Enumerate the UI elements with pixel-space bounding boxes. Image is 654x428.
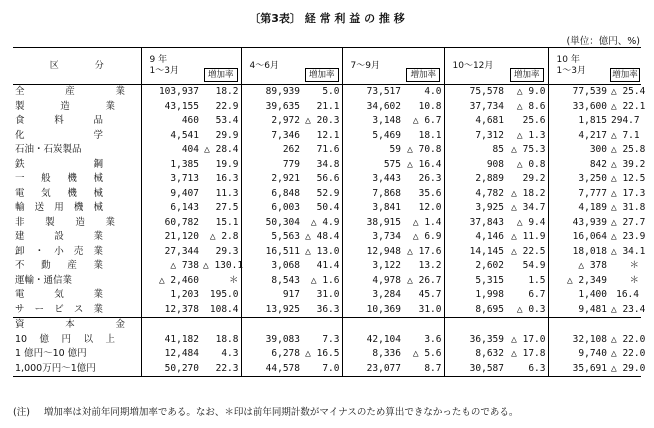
- row-label-text: 化 学: [15, 129, 103, 141]
- row-label-text: 食 料 品: [15, 115, 103, 127]
- value-cell: 1,998: [444, 288, 506, 303]
- value-cell: 7,777: [548, 187, 609, 202]
- rate-cell: △ 31.8: [611, 202, 646, 214]
- rate-cell: [609, 318, 641, 333]
- value-cell: 8,543: [241, 274, 302, 289]
- value-cell: 2,889: [444, 172, 506, 187]
- value-cell: 300: [548, 143, 609, 158]
- rate-cell: 195.0: [209, 289, 239, 301]
- rate-cell: 18.1: [418, 129, 442, 141]
- row-label-text: 鉄 鋼: [15, 158, 103, 170]
- table-row: [13, 216, 641, 231]
- value-cell: 12,378: [141, 303, 201, 318]
- value-cell: 37,734: [444, 100, 506, 115]
- value-cell: 42,104: [342, 333, 403, 348]
- value-cell: 2,972: [241, 114, 302, 129]
- rate-cell: 41.4: [316, 260, 340, 272]
- value-cell: 12,948: [342, 245, 403, 260]
- value-cell: 59: [342, 143, 403, 158]
- value-cell: 38,915: [342, 216, 403, 231]
- rate-cell: 3.6: [424, 333, 442, 345]
- value-cell: 16,511: [241, 245, 302, 260]
- value-cell: 6,143: [141, 201, 201, 216]
- table-row: [13, 347, 641, 362]
- row-label-text: サ ー ビ ス 業: [15, 303, 103, 315]
- rate-cell: [302, 318, 342, 333]
- rate-cell: 29.2: [522, 173, 546, 185]
- value-cell: 85: [444, 143, 506, 158]
- row-label: [13, 129, 141, 144]
- rate-cell: 29.9: [215, 129, 239, 141]
- value-cell: 3,068: [241, 259, 302, 274]
- value-cell: 43,939: [548, 216, 609, 231]
- row-label-text: 不 動 産 業: [15, 260, 103, 272]
- rate-cell: 50.4: [316, 202, 340, 214]
- row-label-text: 電 気 業: [15, 289, 103, 301]
- rate-cell: 16.3: [215, 173, 239, 185]
- rate-cell: ＊: [629, 274, 639, 286]
- row-label: [13, 245, 141, 260]
- rate-cell: 54.9: [522, 260, 546, 272]
- rate-cell: △ 6.7: [412, 115, 442, 127]
- rate-cell: 10.8: [418, 100, 442, 112]
- table-row: [13, 303, 641, 318]
- row-label: [13, 158, 141, 173]
- footnote-label: (注): [13, 407, 30, 418]
- rate-cell: 34.8: [316, 158, 340, 170]
- rate-cell: △ 12.5: [611, 173, 646, 185]
- rate-cell: 16.4: [616, 289, 639, 301]
- value-cell: 89,939: [241, 85, 302, 100]
- value-cell: 4,217: [548, 129, 609, 144]
- category-header: 区 分: [13, 48, 141, 85]
- rate-cell: 21.1: [316, 100, 340, 112]
- rate-cell: 31.0: [316, 289, 340, 301]
- value-cell: 6,278: [241, 347, 302, 362]
- value-cell: 4,782: [444, 187, 506, 202]
- value-cell: 1,385: [141, 158, 201, 173]
- value-cell: 3,148: [342, 114, 403, 129]
- value-cell: 4,978: [342, 274, 403, 289]
- row-label: [13, 230, 141, 245]
- value-cell: 73,517: [342, 85, 403, 100]
- table-row: [13, 230, 641, 245]
- rate-cell: ＊: [629, 260, 639, 272]
- value-cell: 5,469: [342, 129, 403, 144]
- rate-cell: 8.7: [424, 362, 442, 374]
- row-label: [13, 303, 141, 318]
- rate-cell: △ 70.8: [407, 144, 442, 156]
- row-label: [13, 114, 141, 129]
- rate-cell: 108.4: [209, 303, 239, 315]
- rate-cell: △ 23.4: [611, 303, 646, 315]
- unit-label: (単位：億円、%): [566, 36, 640, 47]
- value-cell: [241, 318, 302, 333]
- value-cell: 3,734: [342, 230, 403, 245]
- value-cell: 8,695: [444, 303, 506, 318]
- row-label: [13, 187, 141, 202]
- row-label: [13, 259, 141, 274]
- row-label: [13, 201, 141, 216]
- rate-cell: 25.6: [522, 115, 546, 127]
- table-row: [13, 172, 641, 187]
- value-cell: [342, 318, 403, 333]
- value-cell: 30,587: [444, 362, 506, 377]
- rate-cell: △ 23.9: [611, 231, 646, 243]
- table-row: [13, 129, 641, 144]
- rate-cell: △ 17.3: [611, 187, 646, 199]
- value-cell: 404: [141, 143, 201, 158]
- value-cell: 10,369: [342, 303, 403, 318]
- row-label-text: 一 般 機 械: [15, 173, 103, 185]
- rate-cell: 4.3: [221, 348, 239, 360]
- value-cell: 5,563: [241, 230, 302, 245]
- row-label-text: 全 産 業: [15, 86, 125, 98]
- row-label-text: 非 製 造 業: [15, 216, 115, 228]
- rate-cell: 52.9: [316, 187, 340, 199]
- value-cell: 44,578: [241, 362, 302, 377]
- value-cell: 103,937: [141, 85, 201, 100]
- rate-cell: △ 34.1: [611, 245, 646, 257]
- value-cell: 4,189: [548, 201, 609, 216]
- header-row: [13, 48, 641, 85]
- value-cell: [444, 318, 506, 333]
- value-cell: 7,312: [444, 129, 506, 144]
- rate-header: 増加率: [201, 48, 241, 85]
- rate-cell: 4.0: [424, 86, 442, 98]
- value-cell: 60,782: [141, 216, 201, 231]
- rate-cell: △ 8.6: [516, 100, 546, 112]
- value-cell: 8,336: [342, 347, 403, 362]
- rate-cell: 6.3: [528, 362, 546, 374]
- value-cell: 3,925: [444, 201, 506, 216]
- row-label-text: 輸 送 用 機 械: [15, 202, 103, 214]
- row-label: [13, 85, 141, 100]
- table-row: [13, 100, 641, 115]
- period-header: 10～12月: [444, 48, 506, 85]
- rate-cell: △ 39.2: [611, 158, 646, 170]
- rate-cell: △ 28.4: [204, 144, 239, 156]
- period-header: 10 年 1～3月: [548, 48, 609, 85]
- row-label: [13, 216, 141, 231]
- value-cell: 2,921: [241, 172, 302, 187]
- value-cell: 460: [141, 114, 201, 129]
- rate-cell: 294.7: [611, 115, 640, 127]
- row-label-text: 運輸・通信業: [15, 274, 73, 286]
- value-cell: 36,359: [444, 333, 506, 348]
- rate-cell: 7.0: [322, 362, 340, 374]
- value-cell: 13,925: [241, 303, 302, 318]
- table-title: 〔第3表〕 経 常 利 益 の 推 移: [249, 12, 405, 25]
- rate-cell: 1.5: [528, 274, 546, 286]
- value-cell: 43,155: [141, 100, 201, 115]
- rate-cell: △ 22.5: [511, 245, 546, 257]
- rate-cell: △ 6.9: [412, 231, 442, 243]
- value-cell: 1,203: [141, 288, 201, 303]
- rate-cell: △ 9.0: [516, 86, 546, 98]
- row-label: [13, 318, 141, 333]
- table-row: [13, 187, 641, 202]
- value-cell: 77,539: [548, 85, 609, 100]
- rate-cell: △ 16.4: [407, 158, 442, 170]
- rate-cell: △ 75.3: [511, 144, 546, 156]
- value-cell: 34,602: [342, 100, 403, 115]
- value-cell: 41,182: [141, 333, 201, 348]
- value-cell: 50,304: [241, 216, 302, 231]
- value-cell: 50,270: [141, 362, 201, 377]
- value-cell: 6,848: [241, 187, 302, 202]
- rate-cell: △ 17.8: [511, 348, 546, 360]
- period-header: 7～9月: [342, 48, 403, 85]
- table-row: [13, 158, 641, 173]
- row-label-text: 卸 ・ 小 売 業: [15, 245, 103, 257]
- rate-cell: 71.6: [316, 144, 340, 156]
- value-cell: 842: [548, 158, 609, 173]
- rate-cell: △ 27.7: [611, 216, 646, 228]
- rate-header: 増加率: [302, 48, 342, 85]
- row-label: [13, 347, 141, 362]
- rate-cell: △ 1.3: [516, 129, 546, 141]
- rate-cell: 15.1: [215, 216, 239, 228]
- value-cell: 3,122: [342, 259, 403, 274]
- rate-cell: 31.0: [418, 303, 442, 315]
- value-cell: △ 738: [141, 259, 201, 274]
- rate-cell: 13.2: [418, 260, 442, 272]
- rate-cell: 12.0: [418, 202, 442, 214]
- value-cell: 9,740: [548, 347, 609, 362]
- row-label-text: 建 設 業: [15, 231, 103, 243]
- table-body: [13, 85, 646, 377]
- value-cell: 908: [444, 158, 506, 173]
- rate-cell: △ 1.6: [310, 274, 340, 286]
- rate-cell: 18.8: [215, 333, 239, 345]
- rate-cell: 19.9: [215, 158, 239, 170]
- rate-cell: △ 130.1: [203, 260, 244, 272]
- value-cell: 14,145: [444, 245, 506, 260]
- value-cell: 3,713: [141, 172, 201, 187]
- value-cell: 9,481: [548, 303, 609, 318]
- value-cell: 262: [241, 143, 302, 158]
- value-cell: [141, 318, 201, 333]
- row-label-text: 石油・石炭製品: [15, 144, 82, 156]
- rate-cell: [506, 318, 548, 333]
- rate-cell: △ 17.6: [407, 245, 442, 257]
- row-label-text: 電 気 機 械: [15, 187, 103, 199]
- rate-header: 増加率: [403, 48, 444, 85]
- table-row: [13, 362, 641, 377]
- table-row: [13, 85, 641, 100]
- rate-cell: △ 7.1: [611, 129, 640, 141]
- value-cell: 4,541: [141, 129, 201, 144]
- value-cell: 7,868: [342, 187, 403, 202]
- row-label: [13, 333, 141, 348]
- rate-cell: △ 0.8: [516, 158, 546, 170]
- rate-cell: 35.6: [418, 187, 442, 199]
- rate-cell: 7.3: [322, 333, 340, 345]
- row-label: [13, 143, 141, 158]
- row-label-text: 10 億 円 以 上: [15, 333, 115, 345]
- value-cell: 39,083: [241, 333, 302, 348]
- rate-cell: △ 18.2: [511, 187, 546, 199]
- table-row: [13, 114, 641, 129]
- row-label-text: 資 本 金: [15, 319, 125, 331]
- table-row: [13, 274, 641, 289]
- rate-cell: △ 5.6: [412, 348, 442, 360]
- rate-cell: △ 1.4: [412, 216, 442, 228]
- rate-cell: △ 11.9: [511, 231, 546, 243]
- row-label: [13, 274, 141, 289]
- value-cell: 7,346: [241, 129, 302, 144]
- rate-header: 増加率: [609, 48, 641, 85]
- rate-cell: △ 13.0: [305, 245, 340, 257]
- value-cell: 35,691: [548, 362, 609, 377]
- table-row: [13, 288, 641, 303]
- rate-cell: △ 16.5: [305, 348, 340, 360]
- value-cell: 9,407: [141, 187, 201, 202]
- value-cell: 917: [241, 288, 302, 303]
- row-label-text: 1 億円～10 億円: [15, 348, 87, 360]
- rate-cell: 12.1: [316, 129, 340, 141]
- value-cell: 33,600: [548, 100, 609, 115]
- value-cell: △ 2,460: [141, 274, 201, 289]
- rate-cell: 22.3: [215, 362, 239, 374]
- value-cell: 39,635: [241, 100, 302, 115]
- value-cell: 18,018: [548, 245, 609, 260]
- value-cell: 575: [342, 158, 403, 173]
- value-cell: 75,578: [444, 85, 506, 100]
- table-row: [13, 201, 641, 216]
- rate-header: 増加率: [506, 48, 548, 85]
- rate-cell: △ 0.3: [516, 303, 546, 315]
- value-cell: 1,400: [548, 288, 609, 303]
- rate-cell: 45.7: [418, 289, 442, 301]
- table-row: [13, 245, 641, 260]
- row-label: [13, 362, 141, 377]
- rate-cell: △ 26.7: [407, 274, 442, 286]
- value-cell: 21,120: [141, 230, 201, 245]
- rate-cell: 36.3: [316, 303, 340, 315]
- rate-cell: [403, 318, 444, 333]
- table-row: [13, 259, 641, 274]
- value-cell: 2,602: [444, 259, 506, 274]
- value-cell: 8,632: [444, 347, 506, 362]
- value-cell: △ 378: [548, 259, 609, 274]
- rate-cell: △ 22.1: [611, 100, 646, 112]
- value-cell: 779: [241, 158, 302, 173]
- value-cell: 4,146: [444, 230, 506, 245]
- value-cell: 27,344: [141, 245, 201, 260]
- value-cell: 3,443: [342, 172, 403, 187]
- rate-cell: △ 20.3: [305, 115, 340, 127]
- row-label: [13, 100, 141, 115]
- value-cell: 12,484: [141, 347, 201, 362]
- rate-cell: △ 48.4: [305, 231, 340, 243]
- row-label-text: 製 造 業: [15, 100, 115, 112]
- table-row: [13, 143, 641, 158]
- rate-cell: 53.4: [215, 115, 239, 127]
- value-cell: △ 2,349: [548, 274, 609, 289]
- rate-cell: ＊: [228, 274, 239, 286]
- value-cell: 5,315: [444, 274, 506, 289]
- value-cell: 16,064: [548, 230, 609, 245]
- rate-cell: △ 2.8: [209, 231, 239, 243]
- rate-cell: △ 25.4: [611, 86, 646, 98]
- period-header: 9 年 1～3月: [141, 48, 201, 85]
- period-header: 4～6月: [241, 48, 302, 85]
- value-cell: 1,815: [548, 114, 609, 129]
- row-label-text: 1,000万円～1億円: [15, 362, 96, 374]
- rate-cell: 26.3: [418, 173, 442, 185]
- rate-cell: 11.3: [215, 187, 239, 199]
- rate-cell: 56.6: [316, 173, 340, 185]
- value-cell: 23,077: [342, 362, 403, 377]
- value-cell: 3,841: [342, 201, 403, 216]
- footnote-text: 増加率は対前年同期増加率である。なお、＊印は前年同期計数がマイナスのため算出できなかったものである。: [43, 407, 519, 418]
- rate-cell: 5.0: [322, 86, 340, 98]
- rate-cell: △ 4.9: [310, 216, 340, 228]
- rate-cell: △ 29.0: [611, 362, 646, 374]
- footnote: [13, 404, 518, 418]
- rate-cell: 6.7: [528, 289, 546, 301]
- rate-cell: △ 34.7: [511, 202, 546, 214]
- value-cell: 32,108: [548, 333, 609, 348]
- rate-cell: 27.5: [215, 202, 239, 214]
- rate-cell: [201, 318, 241, 333]
- rate-cell: 18.2: [215, 86, 239, 98]
- table-row: [13, 318, 641, 333]
- value-cell: 4,681: [444, 114, 506, 129]
- rate-cell: △ 9.4: [516, 216, 546, 228]
- value-cell: [548, 318, 609, 333]
- rate-cell: △ 22.0: [611, 333, 646, 345]
- value-cell: 6,003: [241, 201, 302, 216]
- row-label: [13, 288, 141, 303]
- row-label: [13, 172, 141, 187]
- value-cell: 37,843: [444, 216, 506, 231]
- rate-cell: △ 17.0: [511, 333, 546, 345]
- rate-cell: △ 25.8: [611, 144, 646, 156]
- table-row: [13, 333, 641, 348]
- value-cell: 3,250: [548, 172, 609, 187]
- rate-cell: 22.9: [215, 100, 239, 112]
- value-cell: 3,284: [342, 288, 403, 303]
- profit-table: [13, 47, 646, 377]
- rate-cell: △ 22.0: [611, 348, 646, 360]
- rate-cell: 29.3: [215, 245, 239, 257]
